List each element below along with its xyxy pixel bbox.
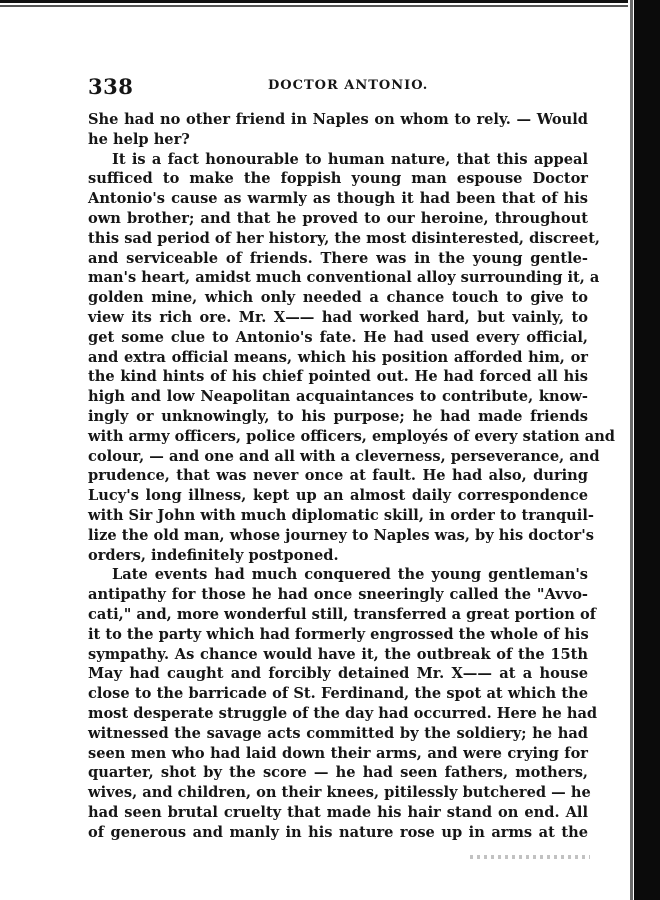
top-rule — [0, 0, 628, 7]
text-line: antipathy for those he had once sneeringly called the "Avvo- — [88, 586, 588, 604]
text-line: cati," and, more wonderful still, transferred a great portion of — [88, 605, 596, 623]
running-title: DOCTOR ANTONIO. — [268, 78, 429, 93]
text-line: with army officers, police officers, employés of every station and — [88, 427, 616, 445]
text-line: sufficed to make the foppish young man espouse Doctor — [88, 170, 588, 188]
text-line: with Sir John with much diplomatic skill, in order to tranquil- — [88, 506, 594, 524]
text-line: quarter, shot by the score — he had seen fathers, mothers, — [88, 764, 588, 782]
text-line: May had caught and forcibly detained Mr. X—— at a house — [88, 665, 588, 683]
text-line: She had no other friend in Naples on whom to rely. — Would — [88, 111, 588, 128]
text-line: prudence, that was never once at fault. He had also, during — [88, 467, 588, 485]
text-line: high and low Neapolitan acquaintances to contribute, know- — [88, 388, 588, 406]
paragraph-first-line: It is a fact honourable to human nature, that this appeal — [112, 150, 588, 168]
text-line: ingly or unknowingly, to his purpose; he had made friends — [88, 407, 588, 425]
text-line: close to the barricade of St. Ferdinand, the spot at which the — [88, 685, 588, 703]
page-header — [88, 68, 588, 98]
text-line: Antonio's cause as warmly as though it had been that of his — [88, 190, 588, 208]
text-line: had seen brutal cruelty that made his hair stand on end. All — [88, 803, 588, 821]
text-line: most desperate struggle of the day had occurred. Here he had — [88, 704, 598, 722]
text-line: orders, indefinitely postponed. — [88, 546, 339, 564]
text-line: the kind hints of his chief pointed out. He had forced all his — [88, 368, 588, 386]
text-line: it to the party which had formerly engrossed the whole of his — [88, 625, 589, 643]
page-edge — [634, 0, 660, 900]
text-line: of generous and manly in his nature rose up in arms at the — [88, 823, 588, 841]
text-line: own brother; and that he proved to our heroine, throughout — [88, 209, 588, 227]
text-line: lize the old man, whose journey to Naples was, by his doctor's — [88, 526, 594, 544]
book-page — [88, 68, 616, 842]
text-line: Lucy's long illness, kept up an almost daily correspondence — [88, 487, 588, 505]
text-line: wives, and children, on their knees, pitilessly butchered — he — [88, 784, 591, 802]
print-smudge — [470, 855, 590, 859]
text-line: and extra official means, which his position afforded him, or — [88, 348, 588, 366]
body-text — [88, 110, 616, 842]
text-line: witnessed the savage acts committed by the soldiery; he had — [88, 724, 588, 742]
text-line: get some clue to Antonio's fate. He had used every official, — [88, 328, 588, 346]
text-line: seen men who had laid down their arms, and were crying for — [88, 744, 588, 762]
paragraph-first-line: Late events had much conquered the young gentleman's — [112, 566, 588, 584]
text-line: view its rich ore. Mr. X—— had worked hard, but vainly, to — [88, 308, 588, 326]
text-line: he help her? — [88, 130, 190, 148]
text-line: man's heart, amidst much conventional alloy surrounding it, a — [88, 269, 600, 287]
page-number: 338 — [88, 74, 134, 99]
text-line: and serviceable of friends. There was in the young gentle- — [88, 249, 588, 267]
text-line: golden mine, which only needed a chance touch to give to — [88, 289, 588, 307]
text-line: colour, — and one and all with a cleverness, perseverance, and — [88, 447, 600, 465]
text-line: sympathy. As chance would have it, the outbreak of the 15th — [88, 645, 588, 663]
text-line: this sad period of her history, the most disinterested, discreet, — [88, 229, 601, 247]
